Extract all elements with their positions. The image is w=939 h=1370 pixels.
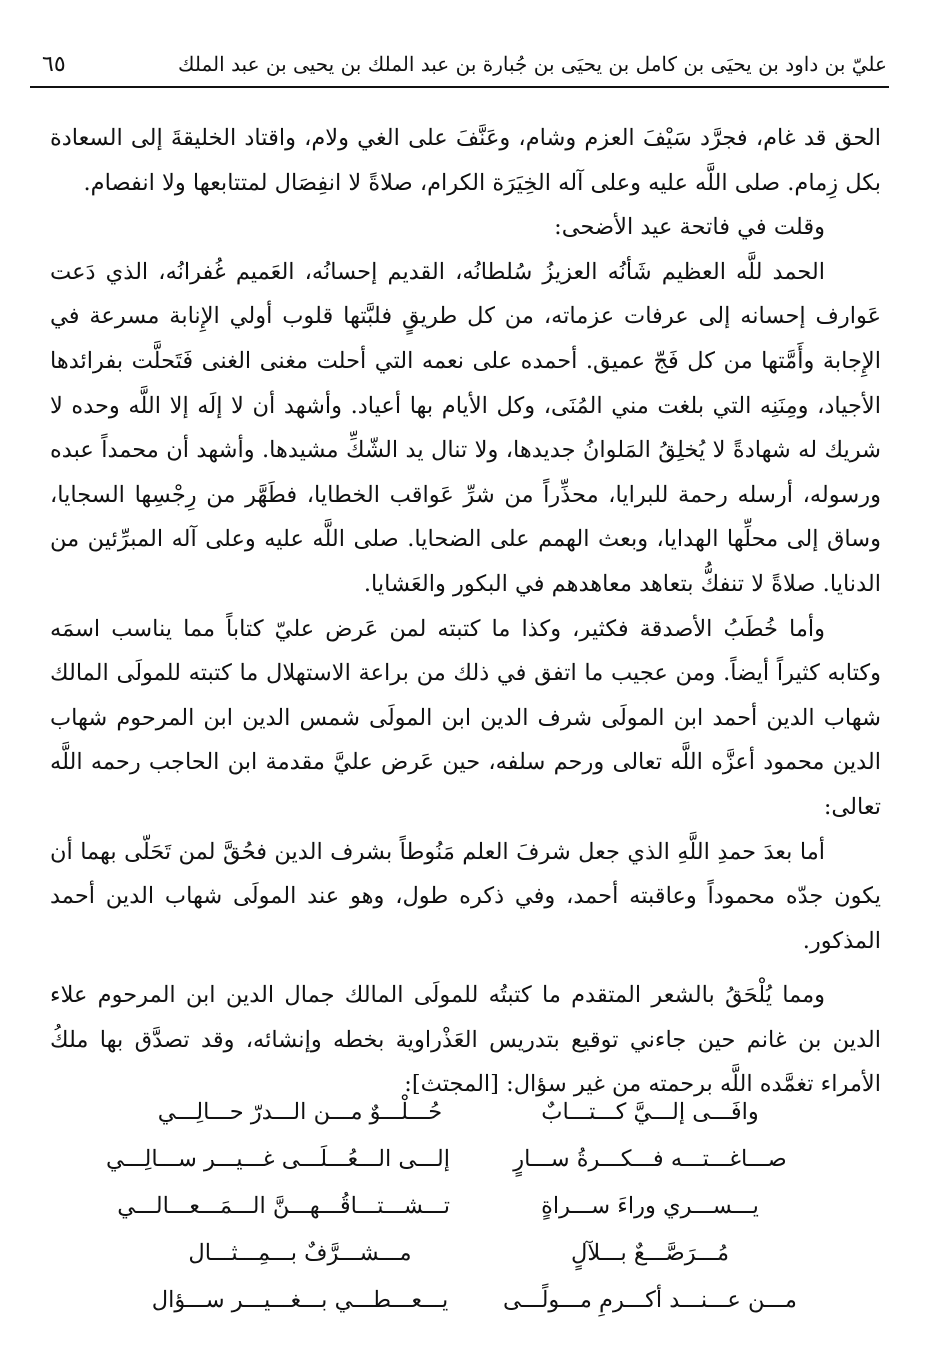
paragraph: وأما خُطَبُ الأصدقة فكثير، وكذا ما كتبته لمن عَرض عليّ كتاباً مما يناسب اسمَه وكتابه كثيراً أيضاً. ومن عجيب ما اتفق في ذلك من براعة الاستهلال ما كتبته للمولَى المالك شهاب الدين أحمد ابن المولَى شرف الدين ابن المولَى شمس الدين ابن المرحوم شهاب الدين محمود أعزَّه اللَّه تعالى ورحم سلفه، حين عَرض عليَّ مقدمة ابن الحاجب رحمه اللَّه تعالى: xyxy=(50,615,881,820)
hemistich-first: يـــســـري وراءَ ســـراةٍ xyxy=(541,1192,759,1219)
hemistich-second: إلـــى الـــعُـــلَـــى غـــيـــر ســـالِـــي xyxy=(106,1145,450,1172)
paragraph: الحمد للَّه العظيم شَأنُه العزيزُ سُلطانُه، القديم إحسانُه، العَميم غُفرانُه، الذي دَعت عَوارف إحسانه إلى عرفات عزماته، من كل طريقٍ فلبَّتها قلوب أولي الإِنابة مسرعة في الإِجابة وأَمَّتها من كل فَجّ عميق. أحمده على نعمه التي أحلت مغنى الغنى فَتَحلَّت بفرائدها الأجياد، ومِنَنِه التي بلغت مني المُنَى، وكل الأيام بها أعياد. وأشهد أن لا إلَه إلا اللَّه وحده لا شريك له شهادةً لا يُخلِقُ المَلوانُ جديدها، ولا تنال يد الشّكِّ مشيدها. وأشهد أن محمداً عبده ورسوله، أرسله رحمة للبرايا، محذِّراً من شرِّ عَواقب الخطايا، فطَهَّر من رِجْسِها السجايا، وساق إلى محلِّها الهدايا، وبعث الهمم على الضحايا. صلى اللَّه عليه وعلى آله المبرِّئين من الدنايا. صلاةً لا تنفكُّ بتعاهد معاهدهم في البكور والعَشايا. xyxy=(50,258,881,597)
hemistich-first: صـــاغـــتـــه فـــكـــرةُ ســـارٍ xyxy=(513,1145,787,1172)
hemistich-second: حُـــلْـــوٌ مـــن الـــدرّ حـــالِـــي xyxy=(157,1098,443,1125)
hemistich-first: وافَـــى إلـــيَّ كـــتـــابٌ xyxy=(541,1098,759,1125)
body-text xyxy=(50,116,881,1107)
verse xyxy=(150,1276,800,1323)
page-number: ٦٥ xyxy=(42,51,66,77)
running-title: عليّ بن داود بن يحيَى بن كامل بن يحيَى بن جُبارة بن عبد الملك بن يحيى بن عبد الملك xyxy=(178,52,887,76)
hemistich-first: مـــن عـــنـــد أكـــرمِ مـــولًـــى xyxy=(503,1286,797,1313)
hemistich-second: تـــشـــتـــاقُـــهـــنَّ الـــمَـــعـــالـــي xyxy=(117,1192,450,1219)
hemistich-first: مُـــرَصَّـــعٌ بـــلآلٍ xyxy=(570,1239,730,1266)
verse xyxy=(150,1229,800,1276)
paragraph: ومما يُلْحَقُ بالشعر المتقدم ما كتبتُه للمولَى المالك جمال الدين ابن المرحوم علاء الدين بن غانم حين جاءني توقيع بتدريس العَذْراوية بخطه وإنشائه، وقد تصدَّق بها ملكُ الأمراء تغمَّده اللَّه برحمته من غير سؤال: [المجتث]: xyxy=(50,982,881,1098)
page-header xyxy=(42,44,887,84)
hemistich-second: مـــشـــرَّفٌ بـــمِـــثـــال xyxy=(188,1239,412,1266)
verse xyxy=(150,1088,800,1135)
poem xyxy=(106,1088,800,1323)
hemistich-second: يـــعـــطـــي بـــغـــيـــر ســـؤال xyxy=(151,1286,449,1313)
verse xyxy=(106,1135,800,1182)
header-rule xyxy=(30,86,889,88)
paragraph: الحق قد غام، فجرَّد سَيْفَ العزم وشام، وعَنَّفَ على الغي ولام، واقتاد الخليقةَ إلى السعادة بكل زِمام. صلى اللَّه عليه وعلى آله الخِيَرَة الكرام، صلاةً لا انفِصَال لمتتابعها ولا انفصام. xyxy=(50,125,881,196)
paragraph: أما بعدَ حمدِ اللَّهِ الذي جعل شرفَ العلم مَنُوطاً بشرف الدين فحُقَّ لمن تَحَلّى بهما أن يكون جدّه محموداً وعاقبته أحمد، وفي ذكره طول، وهو عند المولَى شهاب الدين أحمد المذكور. xyxy=(50,838,881,954)
paragraph: وقلت في فاتحة عيد الأضحى: xyxy=(554,214,825,241)
verse xyxy=(117,1182,800,1229)
